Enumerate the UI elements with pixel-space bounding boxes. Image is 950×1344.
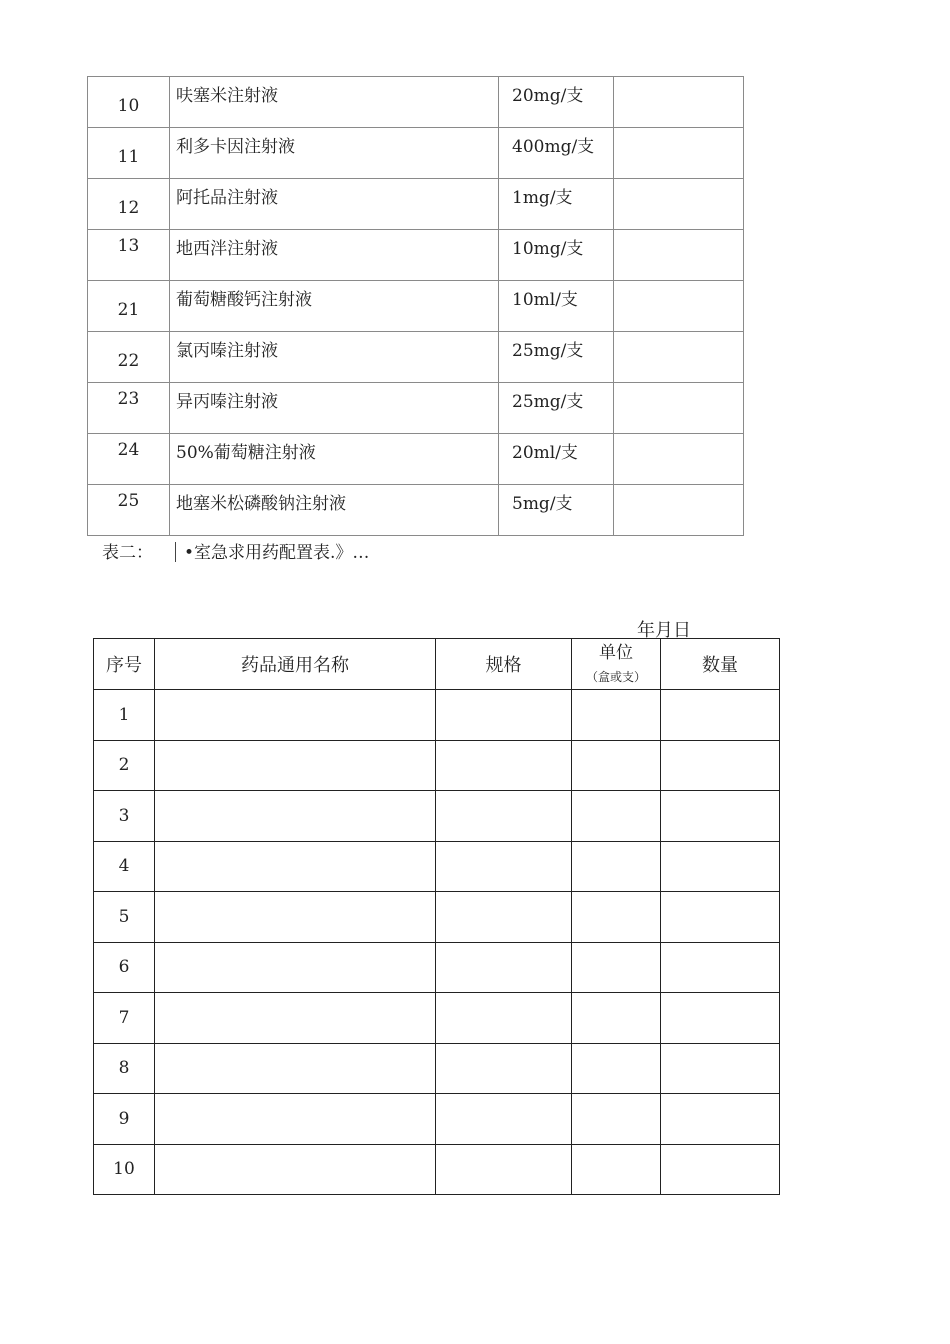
blank-cell: [614, 179, 744, 230]
unit-cell[interactable]: [572, 791, 661, 842]
header-row: [94, 639, 780, 690]
row-number: 1: [94, 690, 155, 741]
drug-name: 50%葡萄糖注射液: [170, 434, 499, 485]
spec-cell[interactable]: [436, 993, 572, 1044]
drug-list-table: [87, 76, 744, 536]
blank-cell: [614, 434, 744, 485]
unit-cell[interactable]: [572, 841, 661, 892]
header-unit-label: 单位: [599, 643, 633, 663]
drug-spec: 400mg/支: [499, 128, 614, 179]
table-row: [88, 332, 744, 383]
table-row: [94, 690, 780, 741]
drug-name: 异丙嗪注射液: [170, 383, 499, 434]
header-drug-name: 药品通用名称: [155, 639, 436, 690]
spec-cell[interactable]: [436, 892, 572, 943]
header-quantity: 数量: [661, 639, 780, 690]
spec-cell[interactable]: [436, 942, 572, 993]
row-number: 4: [94, 841, 155, 892]
table-row: [88, 128, 744, 179]
unit-cell[interactable]: [572, 892, 661, 943]
row-number: 24: [88, 434, 170, 485]
drug-name: 氯丙嗪注射液: [170, 332, 499, 383]
spec-cell[interactable]: [436, 841, 572, 892]
table-caption: [102, 538, 369, 563]
row-number: 23: [88, 383, 170, 434]
header-unit: [572, 639, 661, 690]
unit-cell[interactable]: [572, 1094, 661, 1145]
row-number: 10: [88, 77, 170, 128]
unit-cell[interactable]: [572, 993, 661, 1044]
table-row: [88, 281, 744, 332]
drug-name: 地西泮注射液: [170, 230, 499, 281]
unit-cell[interactable]: [572, 1043, 661, 1094]
drug-spec: 10mg/支: [499, 230, 614, 281]
spec-cell[interactable]: [436, 740, 572, 791]
drug-spec: 10ml/支: [499, 281, 614, 332]
drug-name: 地塞米松磷酸钠注射液: [170, 485, 499, 536]
table-row: [94, 993, 780, 1044]
drug-name-cell[interactable]: [155, 1094, 436, 1145]
blank-cell: [614, 128, 744, 179]
row-number: 11: [88, 128, 170, 179]
row-number: 25: [88, 485, 170, 536]
table-row: [88, 434, 744, 485]
row-number: 8: [94, 1043, 155, 1094]
table-row: [94, 892, 780, 943]
table-row: [94, 740, 780, 791]
table-row: [88, 77, 744, 128]
spec-cell[interactable]: [436, 690, 572, 741]
blank-cell: [614, 230, 744, 281]
table-row: [94, 942, 780, 993]
row-number: 2: [94, 740, 155, 791]
drug-name: 阿托品注射液: [170, 179, 499, 230]
table-row: [94, 841, 780, 892]
quantity-cell[interactable]: [661, 841, 780, 892]
drug-name: 葡萄糖酸钙注射液: [170, 281, 499, 332]
quantity-cell[interactable]: [661, 1144, 780, 1195]
row-number: 12: [88, 179, 170, 230]
row-number: 22: [88, 332, 170, 383]
quantity-cell[interactable]: [661, 892, 780, 943]
unit-cell[interactable]: [572, 1144, 661, 1195]
quantity-cell[interactable]: [661, 993, 780, 1044]
table-row: [94, 791, 780, 842]
caption-text: •室急求用药配置表.》…: [184, 543, 370, 563]
drug-name-cell[interactable]: [155, 942, 436, 993]
row-number: 13: [88, 230, 170, 281]
drug-name: 利多卡因注射液: [170, 128, 499, 179]
blank-cell: [614, 383, 744, 434]
header-unit-note: （盒或支）: [585, 670, 646, 684]
drug-spec: 25mg/支: [499, 332, 614, 383]
row-number: 7: [94, 993, 155, 1044]
row-number: 5: [94, 892, 155, 943]
quantity-cell[interactable]: [661, 1043, 780, 1094]
drug-spec: 25mg/支: [499, 383, 614, 434]
quantity-cell[interactable]: [661, 1094, 780, 1145]
drug-name-cell[interactable]: [155, 993, 436, 1044]
header-no: 序号: [94, 639, 155, 690]
drug-name-cell[interactable]: [155, 892, 436, 943]
blank-cell: [614, 281, 744, 332]
date-line: 年月日: [637, 620, 691, 641]
spec-cell[interactable]: [436, 1094, 572, 1145]
table-row: [94, 1144, 780, 1195]
caption-label: 表二：: [102, 543, 153, 563]
row-number: 6: [94, 942, 155, 993]
drug-name-cell[interactable]: [155, 1043, 436, 1094]
row-number: 9: [94, 1094, 155, 1145]
drug-name: 呋塞米注射液: [170, 77, 499, 128]
row-number: 10: [94, 1144, 155, 1195]
drug-spec: 20mg/支: [499, 77, 614, 128]
drug-name-cell[interactable]: [155, 690, 436, 741]
row-number: 3: [94, 791, 155, 842]
table-row: [88, 383, 744, 434]
blank-cell: [614, 485, 744, 536]
drug-spec: 5mg/支: [499, 485, 614, 536]
quantity-cell[interactable]: [661, 690, 780, 741]
table-row: [88, 485, 744, 536]
spec-cell[interactable]: [436, 1043, 572, 1094]
table-row: [94, 1094, 780, 1145]
blank-cell: [614, 77, 744, 128]
drug-name-cell[interactable]: [155, 791, 436, 842]
quantity-cell[interactable]: [661, 791, 780, 842]
caption-divider: [175, 542, 176, 562]
blank-cell: [614, 332, 744, 383]
quantity-cell[interactable]: [661, 942, 780, 993]
quantity-cell[interactable]: [661, 740, 780, 791]
table-row: [88, 179, 744, 230]
row-number: 21: [88, 281, 170, 332]
drug-spec: 20ml/支: [499, 434, 614, 485]
table-row: [94, 1043, 780, 1094]
table-row: [88, 230, 744, 281]
drug-name-cell[interactable]: [155, 740, 436, 791]
drug-spec: 1mg/支: [499, 179, 614, 230]
emergency-drug-config-table: [93, 638, 780, 1195]
spec-cell[interactable]: [436, 1144, 572, 1195]
unit-cell[interactable]: [572, 740, 661, 791]
header-spec: 规格: [436, 639, 572, 690]
unit-cell[interactable]: [572, 942, 661, 993]
unit-cell[interactable]: [572, 690, 661, 741]
drug-name-cell[interactable]: [155, 1144, 436, 1195]
drug-name-cell[interactable]: [155, 841, 436, 892]
spec-cell[interactable]: [436, 791, 572, 842]
